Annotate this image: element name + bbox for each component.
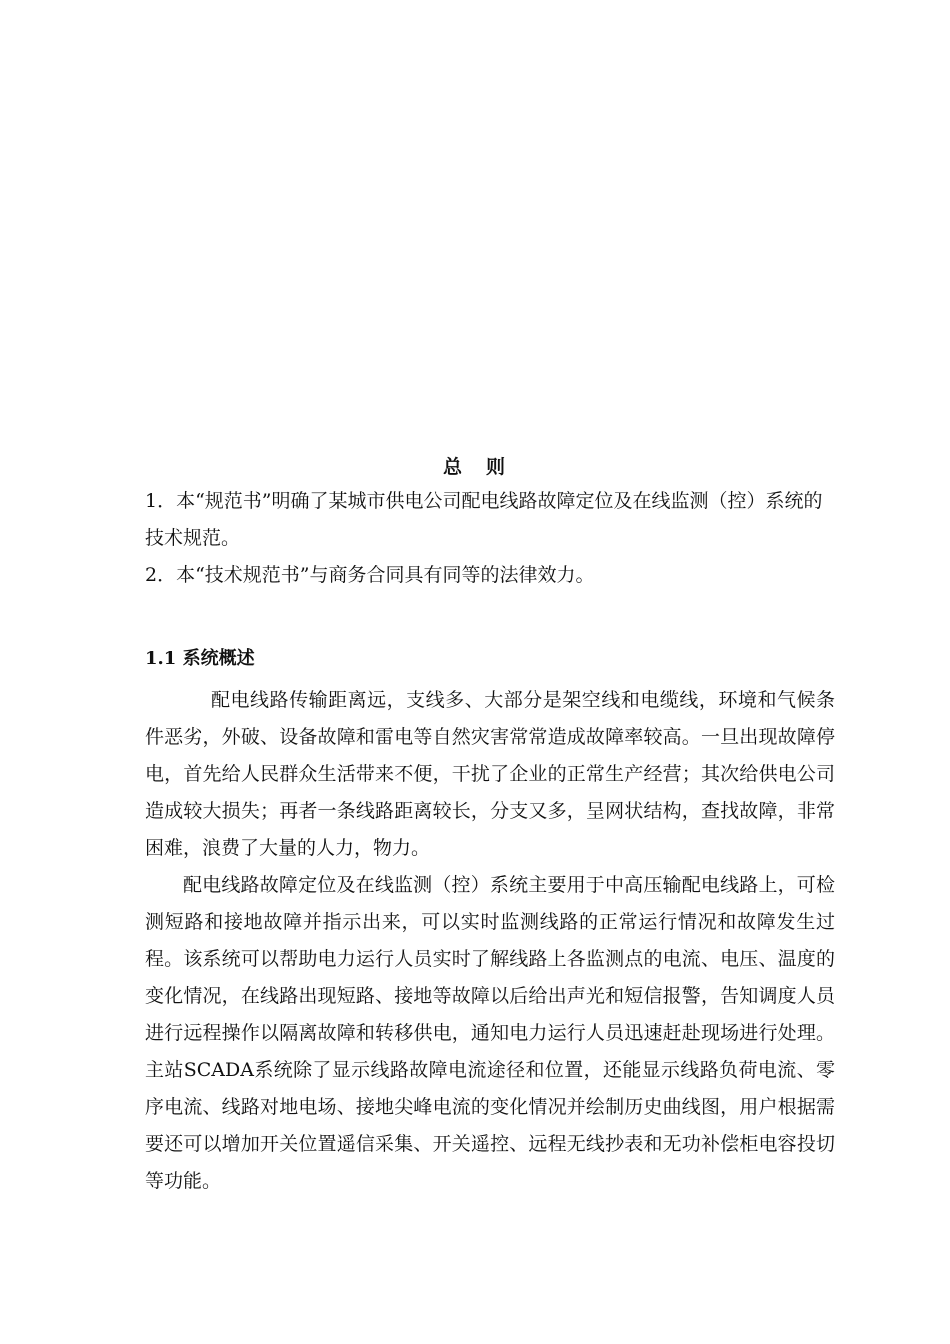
general-item-1: 1．本“规范书”明确了某城市供电公司配电线路故障定位及在线监测（控）系统的技术规范。	[145, 490, 823, 549]
body-paragraph-2: 配电线路故障定位及在线监测（控）系统主要用于中高压输配电线路上，可检测短路和接地故障并指示出来，可以实时监测线路的正常运行情况和故障发生过程。该系统可以帮助电力运行人员实时了解线路上各监测点的电流、电压、温度的变化情况，在线路出现短路、接地等故障以后给出声光和短信报警，告知调度人员进行远程操作以隔离故障和转移供电，通知电力运行人员迅速赶赴现场进行处理。主站SCADA系统除了显示线路故障电流途径和位置，还能显示线路负荷电流、零序电流、线路对地电场、接地尖峰电流的变化情况并绘制历史曲线图，用户根据需要还可以增加开关位置遥信采集、开关遥控、远程无线抄表和无功补偿柜电容投切等功能。	[145, 874, 835, 1192]
general-item-2: 2．本“技术规范书”与商务合同具有同等的法律效力。	[145, 564, 595, 586]
section-body	[145, 682, 835, 1200]
page-title	[0, 452, 950, 479]
page-title-part2: 则	[486, 456, 508, 478]
general-items	[145, 483, 835, 594]
section-heading: 1.1 系统概述	[145, 648, 255, 669]
body-paragraph-1: 配电线路传输距离远，支线多、大部分是架空线和电缆线，环境和气候条件恶劣，外破、设备故障和雷电等自然灾害常常造成故障率较高。一旦出现故障停电，首先给人民群众生活带来不便，干扰了企业的正常生产经营；其次给供电公司造成较大损失；再者一条线路距离较长，分支又多，呈网状结构，查找故障，非常困难，浪费了大量的人力，物力。	[145, 689, 835, 859]
page-title-part1: 总	[442, 456, 464, 478]
